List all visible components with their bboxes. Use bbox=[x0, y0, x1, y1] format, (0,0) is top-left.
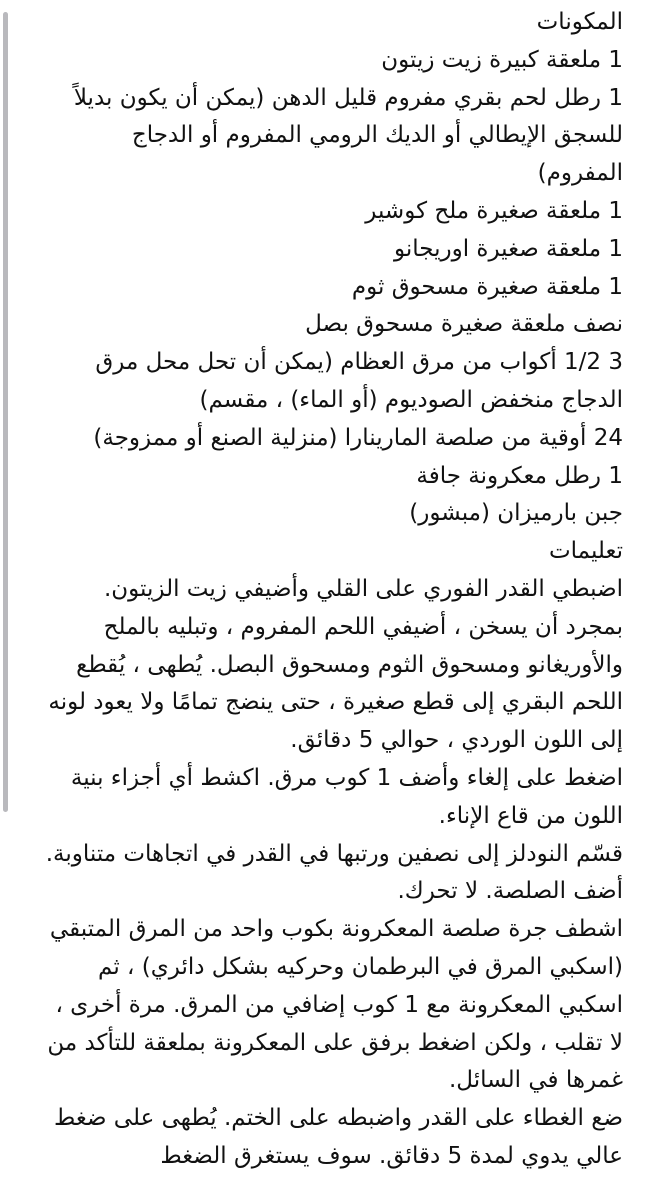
instruction-step: قسّم النودلز إلى نصفين ورتبها في القدر في اتجاهات متناوبة. أضف الصلصة. لا تحرك. bbox=[45, 840, 623, 905]
instruction-step: اضغط على إلغاء وأضف 1 كوب مرق. اكشط أي أجزاء بنية اللون من قاع الإناء. bbox=[70, 764, 623, 829]
ingredient-line: نصف ملعقة صغيرة مسحوق بصل bbox=[305, 311, 623, 338]
ingredient-line: 24 أوقية من صلصة المارينارا (منزلية الصنع أو ممزوجة) bbox=[93, 424, 623, 451]
instruction-step: بمجرد أن يسخن ، أضيفي اللحم المفروم ، وتبليه بالملح والأوريغانو ومسحوق الثوم ومسحوق البصل. يُطهى ، يُقطع اللحم البقري إلى قطع صغيرة ، حتى ينضج تمامًا ولا يعود لونه إلى اللون الوردي ، حوالي 5 دقائق. bbox=[48, 613, 623, 754]
ingredient-line: 1 ملعقة صغيرة مسحوق ثوم bbox=[351, 273, 623, 300]
instruction-step: اشطف جرة صلصة المعكرونة بكوب واحد من المرق المتبقي (اسكبي المرق في البرطمان وحركيه بشكل دائري) ، ثم اسكبي المعكرونة مع 1 كوب إضافي من المرق. مرة أخرى ، لا تقلب ، ولكن اضغط برفق على المعكرونة بملعقة للتأكد من غمرها في السائل. bbox=[47, 916, 623, 1094]
scroll-indicator[interactable] bbox=[3, 12, 8, 812]
instruction-step: ضع الغطاء على القدر واضبطه على الختم. يُطهى على ضغط عالي يدوي لمدة 5 دقائق. سوف يستغرق الضغط bbox=[54, 1105, 623, 1169]
ingredient-line: 1 ملعقة صغيرة ملح كوشير bbox=[365, 197, 623, 224]
ingredient-line: 1 رطل معكرونة جافة bbox=[416, 462, 623, 489]
ingredient-line: 3 1/2 أكواب من مرق العظام (يمكن أن تحل محل مرق الدجاج منخفض الصوديوم (أو الماء) ، مقسم) bbox=[95, 349, 623, 413]
ingredient-line: جبن بارميزان (مبشور) bbox=[409, 500, 623, 527]
instructions-heading: تعليمات bbox=[548, 538, 623, 565]
ingredients-heading: المكونات bbox=[536, 9, 623, 35]
ingredient-line: 1 ملعقة صغيرة اوريجانو bbox=[393, 235, 623, 262]
recipe-text bbox=[40, 4, 623, 1176]
ingredient-line: 1 ملعقة كبيرة زيت زيتون bbox=[381, 46, 623, 73]
ingredient-line: 1 رطل لحم بقري مفروم قليل الدهن (يمكن أن يكون بديلاً للسجق الإيطالي أو الديك الرومي المفروم أو الدجاج المفروم) bbox=[73, 84, 623, 187]
instruction-step: اضبطي القدر الفوري على القلي وأضيفي زيت الزيتون. bbox=[103, 575, 623, 602]
